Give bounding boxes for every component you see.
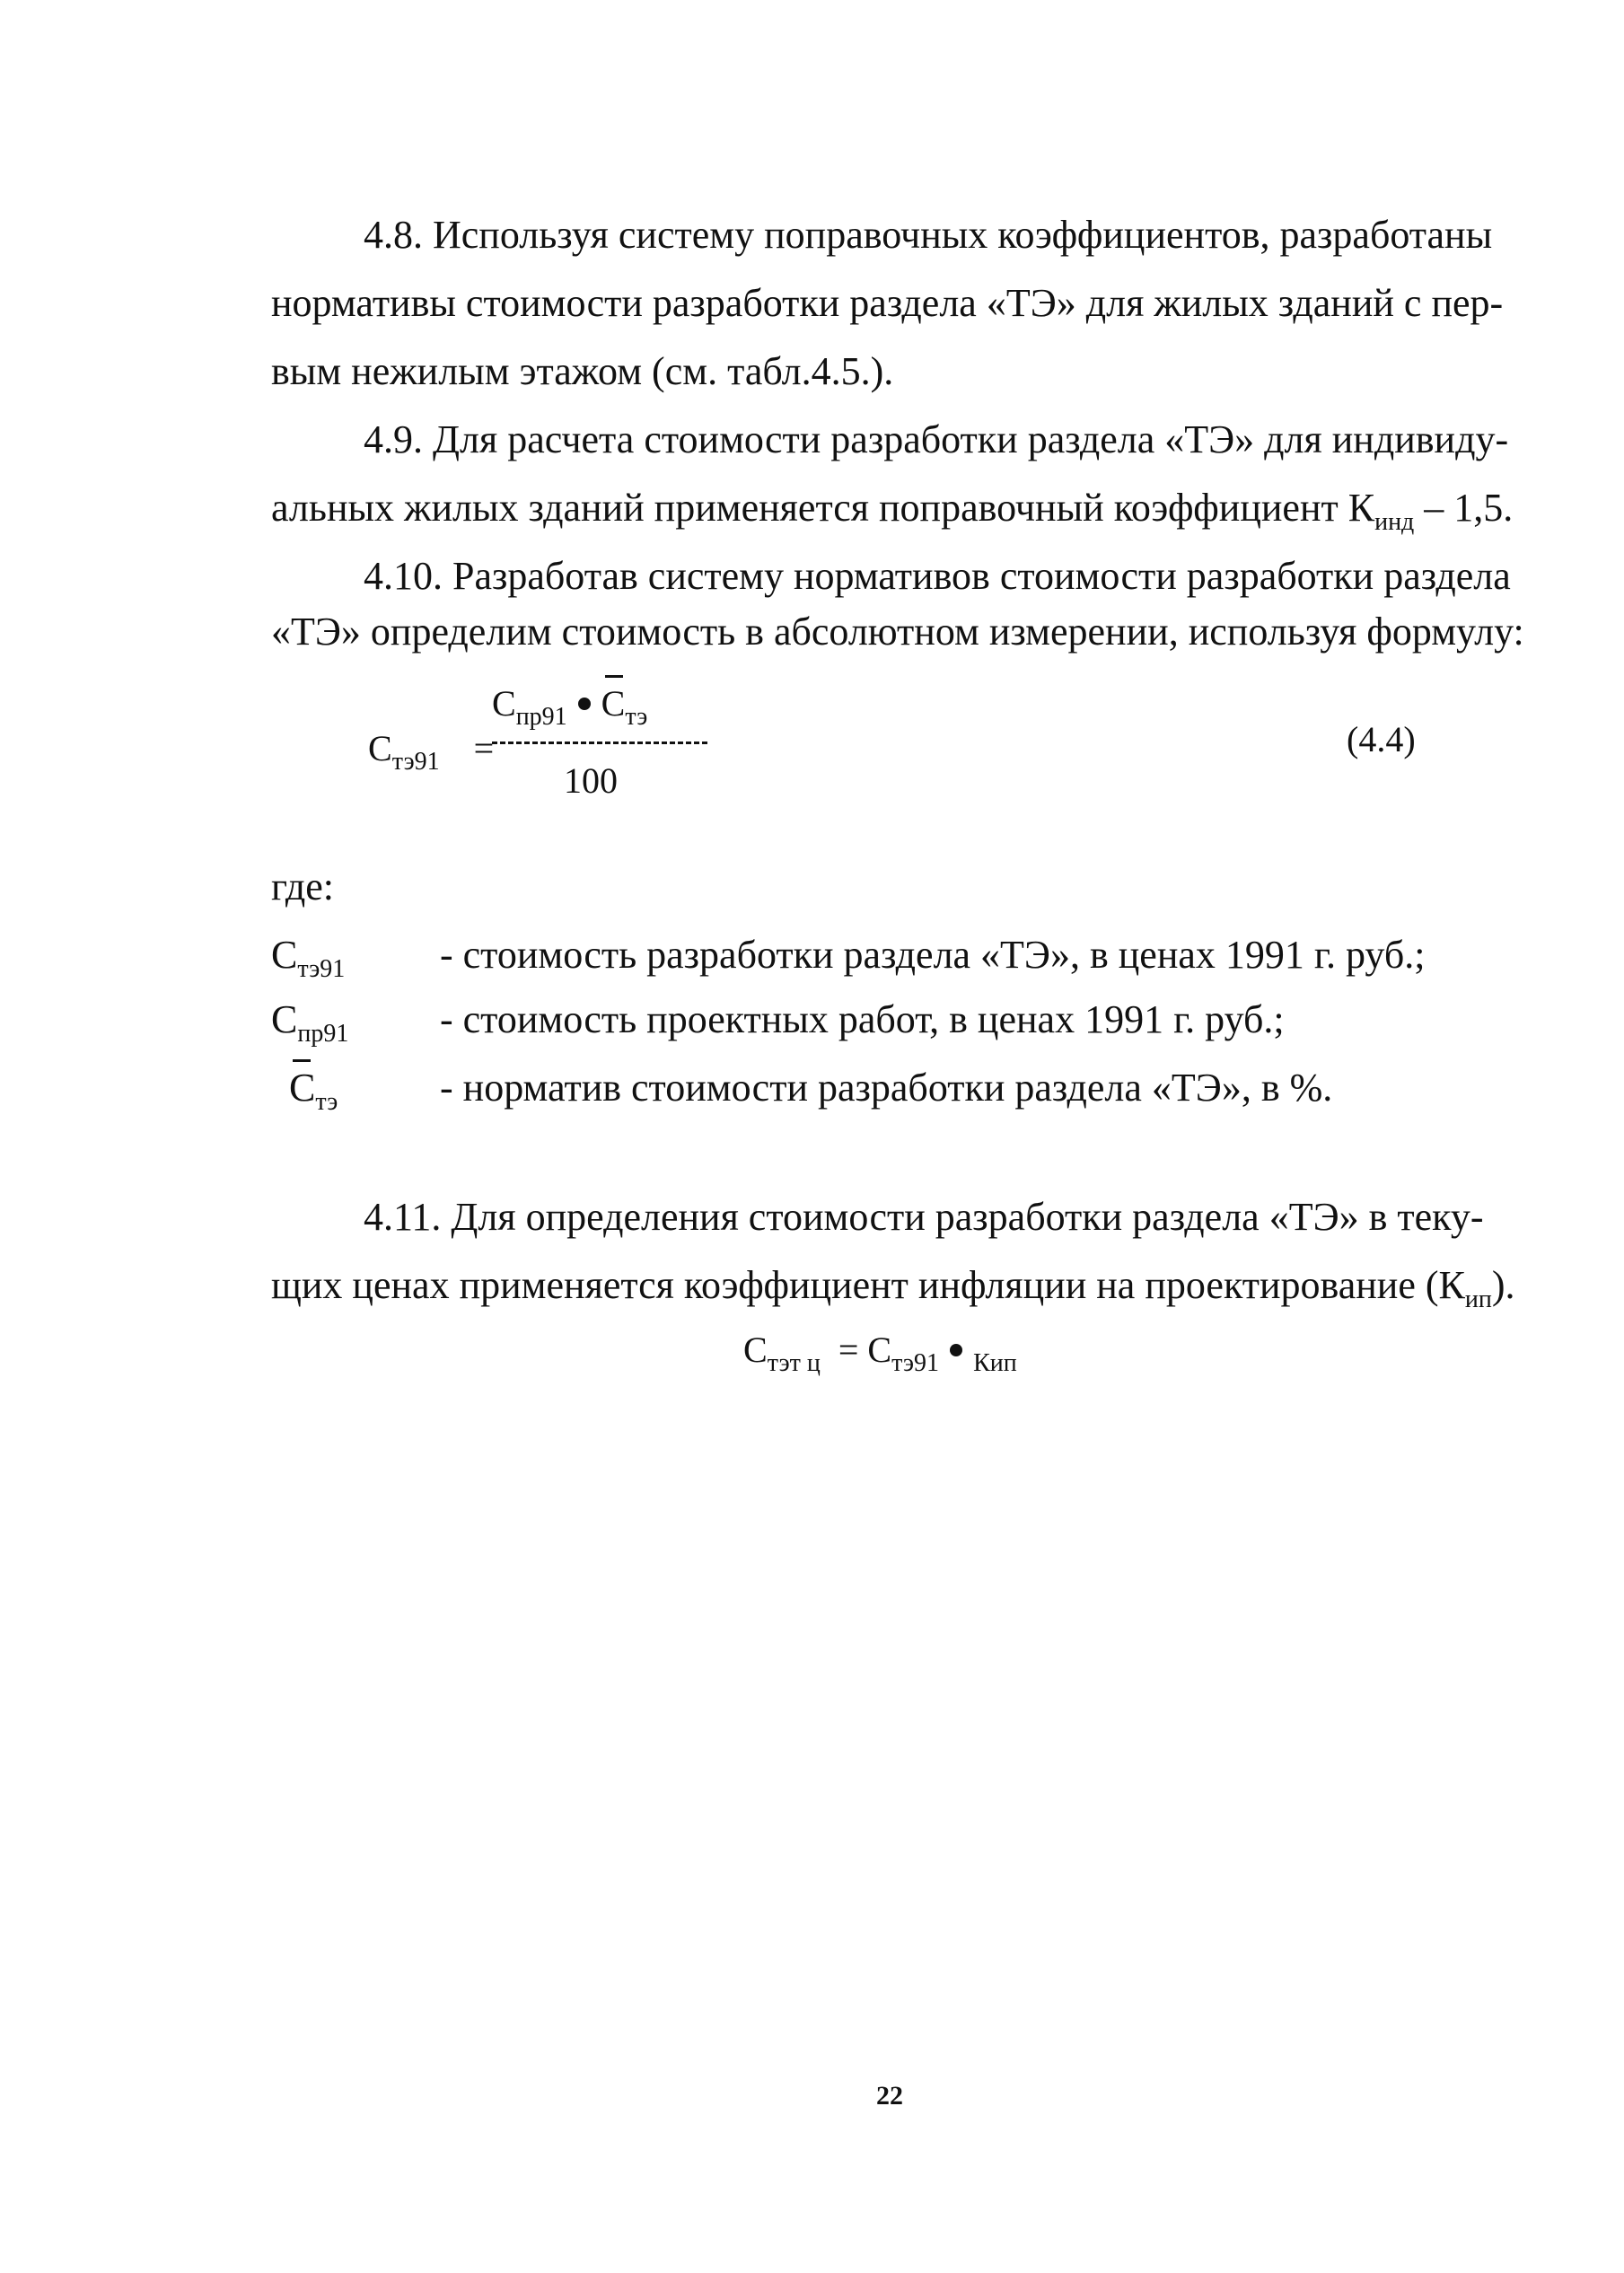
final-multiply-dot: [950, 1344, 962, 1356]
k-ind-subscript: инд: [1374, 508, 1415, 536]
formula-number: (4.4): [1347, 719, 1416, 759]
paragraph-4-10-line-2: «ТЭ» определим стоимость в абсолютном измерении, используя формулу:: [271, 610, 1524, 654]
final-c-te91: $С_{тэ91}$: [867, 1330, 940, 1377]
formula-numerator: [492, 680, 647, 732]
paragraph-4-11-line-2: [271, 1262, 1515, 1314]
where-symbol-2: $С_{пр91}$: [271, 997, 349, 1048]
final-lhs: $С_{тэт ц}$: [743, 1330, 821, 1377]
where-label: где:: [271, 864, 334, 908]
paragraph-4-9-line-1: 4.9. Для расчета стоимости разработки раздела «ТЭ» для индивиду-: [364, 417, 1509, 461]
final-k-ip: Кип: [973, 1349, 1017, 1377]
numerator-c-te-bar: $С_{тэ}$: [601, 680, 648, 732]
paragraph-4-8-line-2: нормативы стоимости разработки раздела «ТЭ» для жилых зданий с пер-: [271, 281, 1504, 325]
numerator-c-pr91: $С_{пр91}$: [492, 683, 567, 731]
final-equals: =: [838, 1330, 859, 1370]
multiply-dot: [578, 698, 591, 710]
paragraph-4-9-line-2: [271, 485, 1513, 537]
paragraph-4-9-line-2-tail: – 1,5.: [1414, 486, 1514, 530]
paragraph-4-11-line-1: 4.11. Для определения стоимости разработки раздела «ТЭ» в теку-: [364, 1195, 1484, 1239]
paragraph-4-9-line-2-text: альных жилых зданий применяется поправочный коэффициент К: [271, 486, 1375, 530]
paragraph-4-11-line-2-text: щих ценах применяется коэффициент инфляции на проектирование (К: [271, 1263, 1465, 1307]
formula-final: [743, 1327, 1017, 1378]
where-text-3: - норматив стоимости разработки раздела «ТЭ», в %.: [440, 1066, 1333, 1110]
formula-denominator: 100: [564, 760, 618, 801]
paragraph-4-8-line-1: 4.8. Используя систему поправочных коэффициентов, разработаны: [364, 213, 1493, 257]
where-symbol-3: [289, 1065, 338, 1117]
k-ip-subscript: ип: [1464, 1286, 1492, 1313]
paragraph-4-8-line-3: вым нежилым этажом (см. табл.4.5.).: [271, 349, 894, 393]
paragraph-4-10-line-1: 4.10. Разработав систему нормативов стоимости разработки раздела: [364, 554, 1511, 598]
formula-lhs: $С_{тэ91}$ =: [368, 728, 495, 776]
where-text-2: - стоимость проектных работ, в ценах 1991 г. руб.;: [440, 997, 1285, 1041]
page-number: 22: [876, 2081, 903, 2111]
fraction-bar: [492, 742, 707, 744]
c-te-bar-symbol: $С_{тэ}$: [289, 1066, 338, 1116]
paragraph-4-11-line-2-tail: ).: [1491, 1263, 1515, 1307]
where-symbol-1: $С_{тэ91}$: [271, 933, 346, 983]
formula-equals: =: [473, 728, 495, 768]
where-text-1: - стоимость разработки раздела «ТЭ», в ценах 1991 г. руб.;: [440, 933, 1426, 977]
